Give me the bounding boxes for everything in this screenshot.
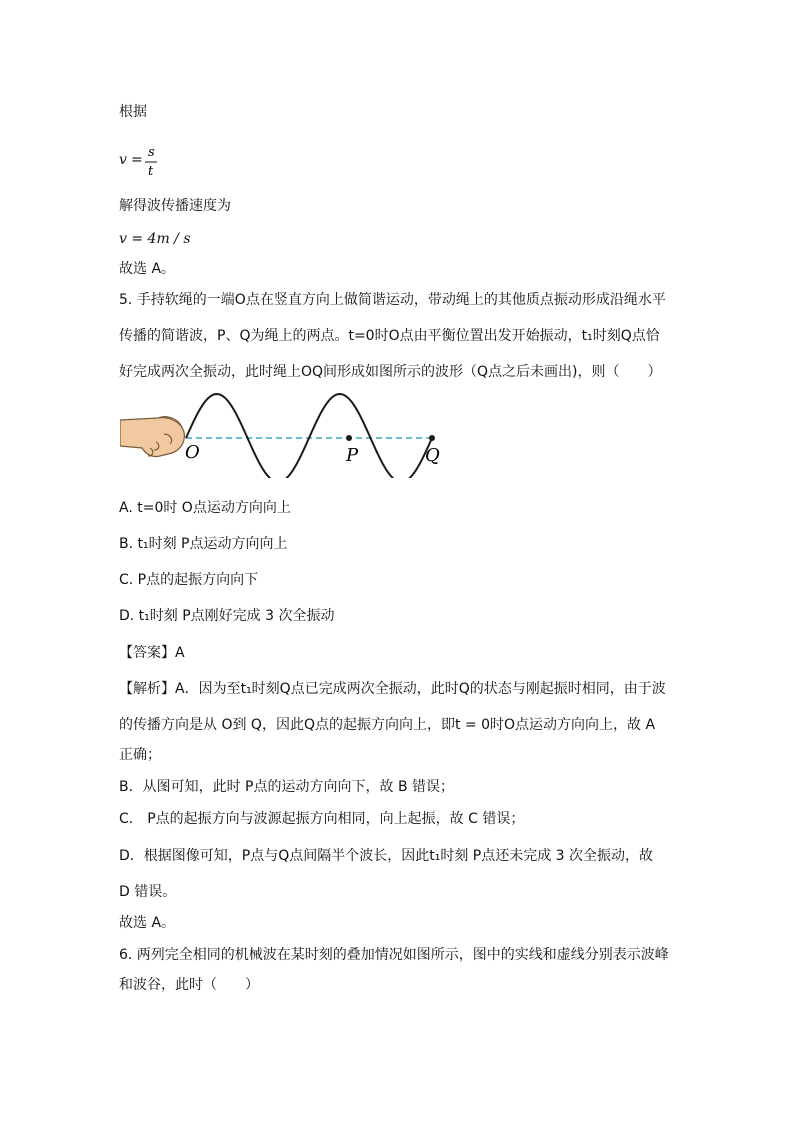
hand-illustration: [120, 417, 184, 457]
formula-equals: =: [131, 152, 143, 168]
q5-stem-line-1: 5. 手持软绳的一端O点在竖直方向上做简谐运动，带动绳上的其他质点振动形成沿绳水平: [119, 292, 666, 308]
q5-choice: 故选 A。: [119, 915, 176, 931]
point-q: [429, 435, 435, 441]
q5-answer: 【答案】A: [119, 645, 185, 661]
point-p: [346, 435, 352, 441]
label-o: O: [185, 442, 200, 463]
q5-analysis-line-2: 的传播方向是从 O到 Q，因此Q点的起振方向向上，即t = 0时O点运动方向向上，故 A: [119, 717, 656, 733]
label-p: P: [346, 445, 359, 466]
q5-analysis-line-4: B．从图可知，此时 P点的运动方向向下，故 B 错误；: [119, 779, 455, 795]
q5-stem-line-2: 传播的简谐波，P、Q为绳上的两点。t=0时O点由平衡位置出发开始振动，t₁时刻Q点恰: [119, 328, 660, 344]
q6-stem-line-2: 和波谷，此时（ ）: [119, 977, 259, 993]
q5-analysis-line-3: 正确；: [119, 747, 161, 763]
q5-stem-line-3: 好完成两次全振动，此时绳上OQ间形成如图所示的波形（Q点之后未画出)，则（ ）: [119, 364, 662, 380]
q6-stem-line-1: 6. 两列完全相同的机械波在某时刻的叠加情况如图所示，图中的实线和虚线分别表示波峰: [119, 947, 669, 963]
label-q: Q: [425, 445, 440, 466]
q5-analysis-line-6: D．根据图像可知，P点与Q点间隔半个波长，因此t₁时刻 P点还未完成 3 次全振动，故: [119, 848, 654, 864]
formula-v: v: [119, 152, 127, 168]
prev-solve-line: 解得波传播速度为: [119, 198, 231, 214]
wave-figure: [120, 388, 460, 478]
prev-basis-line: 根据: [119, 104, 147, 120]
q5-analysis-line-5: C． P点的起振方向与波源起振方向相同，向上起振，故 C 错误；: [119, 811, 525, 827]
wave-curve: [186, 394, 432, 478]
formula-numerator: s: [148, 145, 155, 160]
formula-fraction: [143, 142, 203, 182]
q5-option-a: A. t=0时 O点运动方向向上: [119, 500, 291, 516]
formula-denominator: t: [148, 164, 154, 179]
q5-analysis-line-1: 【解析】A．因为至t₁时刻Q点已完成两次全振动，此时Q的状态与刚起振时相同，由于波: [119, 681, 666, 697]
prev-choice: 故选 A。: [119, 261, 176, 277]
q5-option-d: D. t₁时刻 P点刚好完成 3 次全振动: [119, 608, 335, 624]
q5-option-b: B. t₁时刻 P点运动方向向上: [119, 536, 288, 552]
q5-analysis-line-7: D 错误。: [119, 884, 177, 900]
prev-result: v = 4m / s: [119, 231, 191, 247]
q5-option-c: C. P点的起振方向向下: [119, 572, 259, 588]
